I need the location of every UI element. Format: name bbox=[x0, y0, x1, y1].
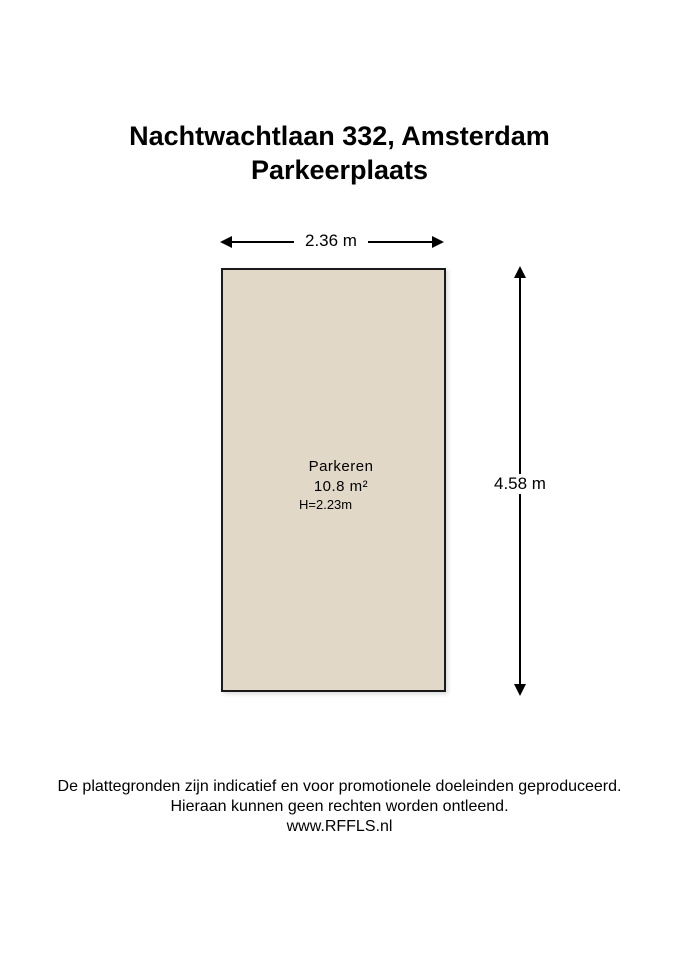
address-title: Nachtwachtlaan 332, Amsterdam bbox=[129, 121, 550, 151]
room-ceiling-height: H=2.23m bbox=[299, 497, 353, 512]
disclaimer-line-2: Hieraan kunnen geen rechten worden ontleend. bbox=[170, 798, 509, 815]
room-name: Parkeren bbox=[308, 458, 374, 475]
plan-subtitle: Parkeerplaats bbox=[250, 155, 429, 185]
dimension-line-right bbox=[368, 241, 436, 243]
disclaimer-line-1: De plattegronden zijn indicatief en voor promotionele doeleinden geproduceerd. bbox=[57, 778, 622, 795]
website-link: www.RFFLS.nl bbox=[286, 818, 393, 835]
arrow-down-icon bbox=[514, 684, 526, 696]
width-label: 2.36 m bbox=[305, 231, 357, 250]
dimension-line-left bbox=[228, 241, 294, 243]
height-label: 4.58 m bbox=[487, 474, 553, 494]
room-area: 10.8 m² bbox=[313, 478, 369, 495]
arrow-right-icon bbox=[432, 236, 444, 248]
